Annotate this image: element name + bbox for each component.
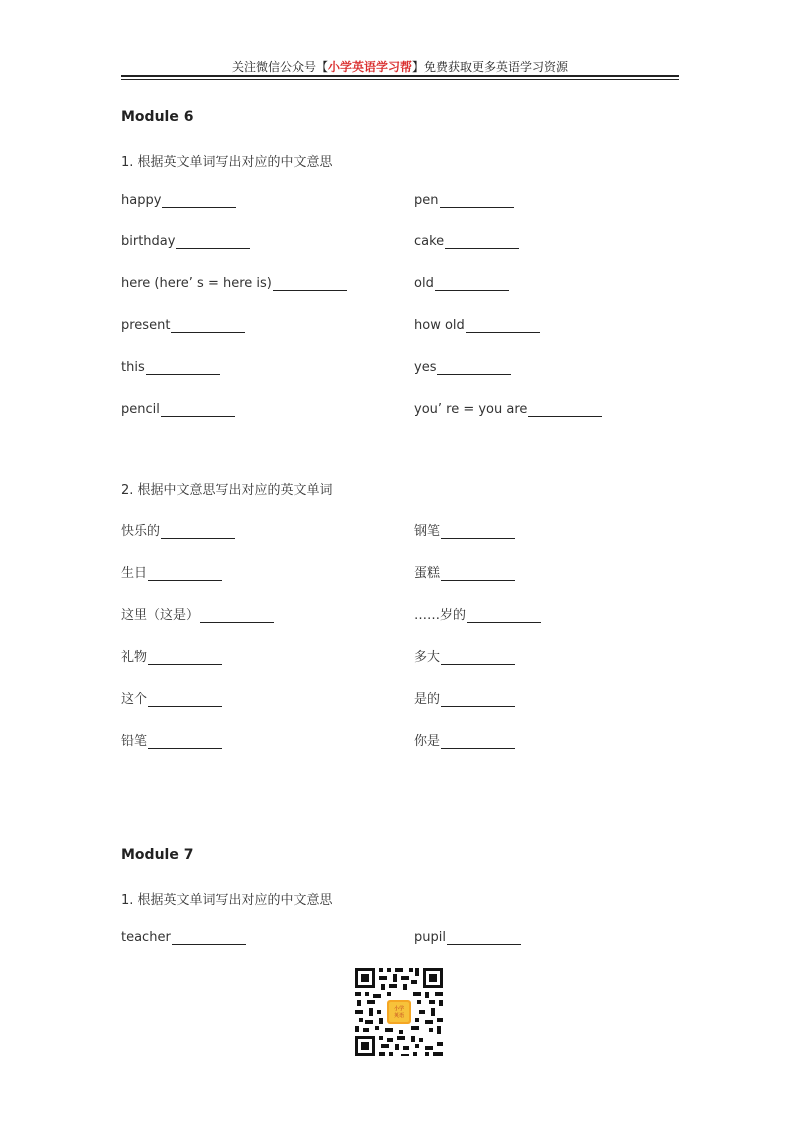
answer-blank[interactable]	[440, 193, 514, 208]
vocab-item: 多大	[414, 646, 515, 665]
vocab-item: 铅笔	[121, 730, 222, 749]
answer-blank[interactable]	[176, 234, 250, 249]
header-bracket-open: 【	[315, 60, 328, 74]
answer-blank[interactable]	[146, 360, 220, 375]
vocab-row	[121, 646, 681, 666]
answer-blank[interactable]	[148, 650, 222, 665]
answer-blank[interactable]	[162, 193, 236, 208]
vocab-item: happy	[121, 193, 236, 208]
answer-blank[interactable]	[148, 734, 222, 749]
svg-text:英语: 英语	[393, 1013, 405, 1019]
header-rule-thick	[121, 75, 679, 77]
vocab-row	[121, 688, 681, 708]
vocab-row	[121, 193, 681, 213]
answer-blank[interactable]	[435, 276, 509, 291]
vocab-item: 礼物	[121, 646, 222, 665]
vocab-item: 是的	[414, 688, 515, 707]
vocab-row	[121, 276, 681, 296]
answer-blank[interactable]	[466, 318, 540, 333]
answer-blank[interactable]	[441, 692, 515, 707]
answer-blank[interactable]	[161, 524, 235, 539]
answer-blank[interactable]	[437, 360, 511, 375]
vocab-item: 钢笔	[414, 520, 515, 539]
vocab-row	[121, 562, 681, 582]
answer-blank[interactable]	[200, 608, 274, 623]
vocab-row	[121, 520, 681, 540]
vocab-item: you’ re = you are	[414, 402, 602, 417]
vocab-item: how old	[414, 318, 540, 333]
vocab-item: 这里（这是）	[121, 604, 274, 623]
vocab-item: ……岁的	[414, 604, 541, 623]
answer-blank[interactable]	[467, 608, 541, 623]
header-bracket-close: 】	[412, 60, 425, 74]
answer-blank[interactable]	[273, 276, 347, 291]
answer-blank[interactable]	[528, 402, 602, 417]
answer-blank[interactable]	[441, 650, 515, 665]
header-prefix: 关注微信公众号	[231, 60, 316, 74]
qr-center-label: 小学	[393, 1006, 405, 1012]
vocab-row	[121, 930, 681, 950]
answer-blank[interactable]	[447, 930, 521, 945]
vocab-row	[121, 318, 681, 338]
vocab-item: here (here’ s = here is)	[121, 276, 347, 291]
vocab-row	[121, 604, 681, 624]
vocab-item: 蛋糕	[414, 562, 515, 581]
answer-blank[interactable]	[445, 234, 519, 249]
answer-blank[interactable]	[441, 566, 515, 581]
vocab-item: pupil	[414, 930, 521, 945]
module-6-instruction-1: 1. 根据英文单词写出对应的中文意思	[121, 155, 333, 170]
module-6-instruction-2: 2. 根据中文意思写出对应的英文单词	[121, 483, 333, 498]
answer-blank[interactable]	[161, 402, 235, 417]
vocab-row	[121, 360, 681, 380]
answer-blank[interactable]	[441, 734, 515, 749]
vocab-item: this	[121, 360, 220, 375]
answer-blank[interactable]	[171, 318, 245, 333]
page-header	[121, 58, 679, 75]
qr-code-icon	[353, 966, 445, 1058]
vocab-item: present	[121, 318, 245, 333]
answer-blank[interactable]	[441, 524, 515, 539]
vocab-item: 快乐的	[121, 520, 235, 539]
vocab-item: cake	[414, 234, 519, 249]
module-6-title: Module 6	[121, 109, 194, 125]
vocab-item: 你是	[414, 730, 515, 749]
header-brand: 小学英语学习帮	[327, 60, 412, 74]
header-rule-thin	[121, 79, 679, 80]
answer-blank[interactable]	[148, 566, 222, 581]
vocab-item: birthday	[121, 234, 250, 249]
answer-blank[interactable]	[172, 930, 246, 945]
vocab-row	[121, 730, 681, 750]
vocab-item: yes	[414, 360, 511, 375]
vocab-item: 生日	[121, 562, 222, 581]
vocab-item: teacher	[121, 930, 246, 945]
vocab-row	[121, 402, 681, 422]
module-7-title: Module 7	[121, 847, 194, 863]
vocab-item: pencil	[121, 402, 235, 417]
vocab-row	[121, 234, 681, 254]
answer-blank[interactable]	[148, 692, 222, 707]
header-suffix: 免费获取更多英语学习资源	[424, 60, 569, 74]
vocab-item: pen	[414, 193, 514, 208]
vocab-item: old	[414, 276, 509, 291]
module-7-instruction-1: 1. 根据英文单词写出对应的中文意思	[121, 893, 333, 908]
vocab-item: 这个	[121, 688, 222, 707]
